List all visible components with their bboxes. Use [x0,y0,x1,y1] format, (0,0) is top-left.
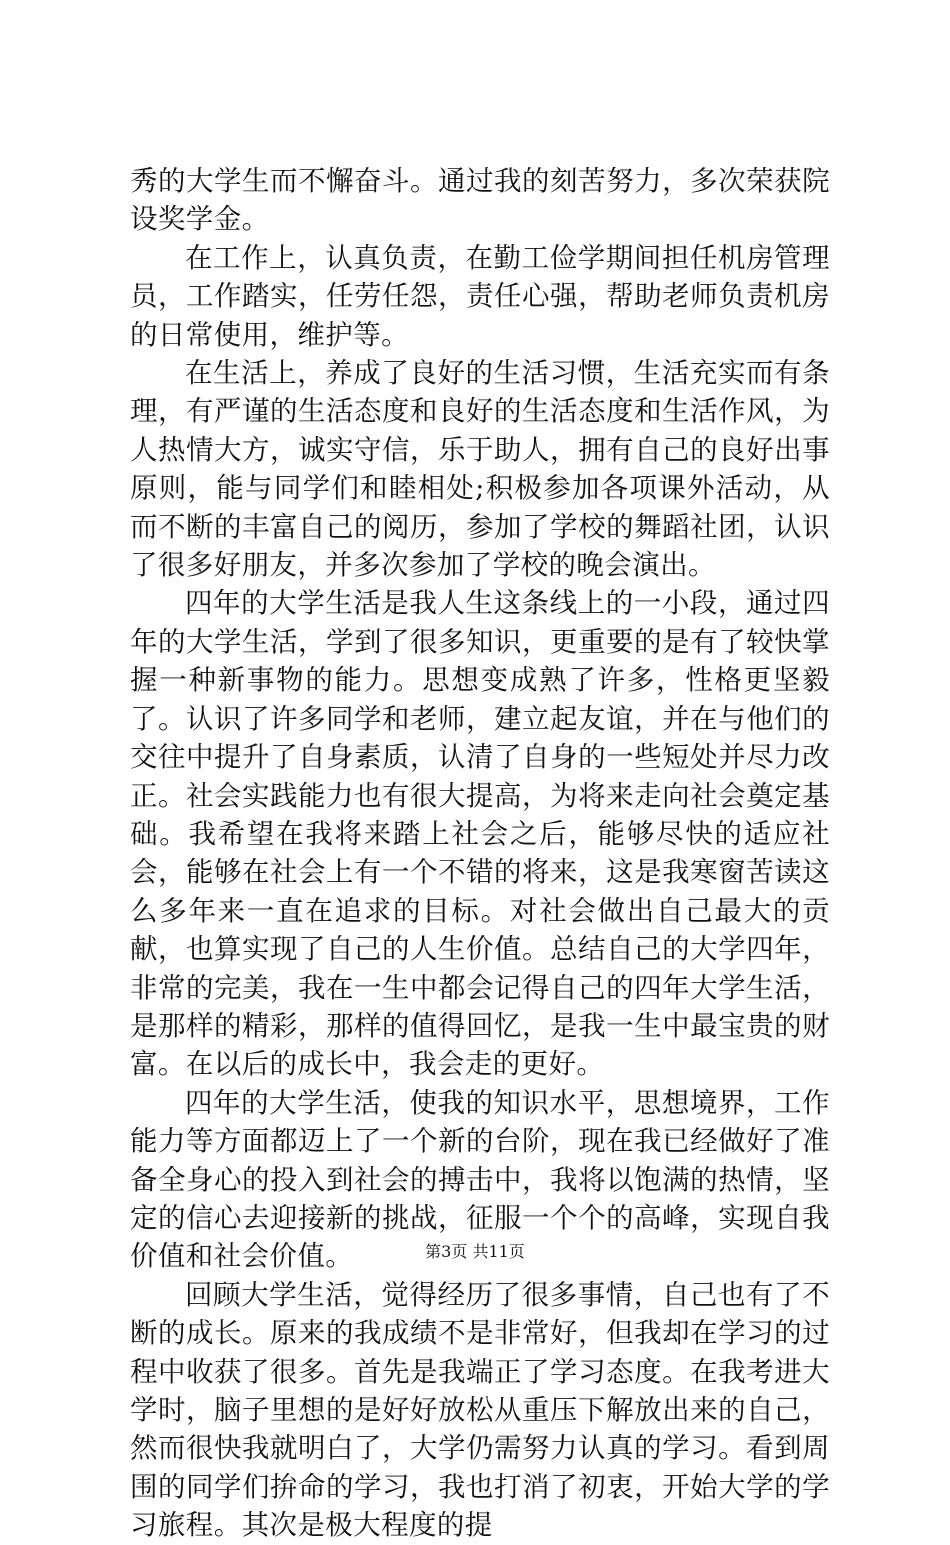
paragraph-1: 秀的大学生而不懈奋斗。通过我的刻苦努力，多次荣获院设奖学金。 [130,165,830,236]
paragraph-2: 在工作上，认真负责，在勤工俭学期间担任机房管理员，工作踏实，任劳任怨，责任心强，帮助老师负责机房的日常使用，维护等。 [130,241,830,351]
paragraph-3: 在生活上，养成了良好的生活习惯，生活充实而有条理，有严谨的生活态度和良好的生活态度和生活作风，为人热情大方，诚实守信，乐于助人，拥有自己的良好出事原则，能与同学们和睦相处;积极参加各项课外活动，从而不断的丰富自己的阅历，参加了学校的舞蹈社团，认识了很多好朋友，并多次参加了学校的晚会演出。 [130,357,830,582]
paragraph-4: 四年的大学生活是我人生这条线上的一小段，通过四年的大学生活，学到了很多知识，更重要的是有了较快掌握一种新事物的能力。思想变成熟了许多，性格更坚毅了。认识了许多同学和老师，建立起友谊，并在与他们的交往中提升了自身素质，认清了自身的一些短处并尽力改正。社会实践能力也有很大提高，为将来走向社会奠定基础。我希望在我将来踏上社会之后，能够尽快的适应社会，能够在社会上有一个不错的将来，这是我寒窗苦读这么多年来一直在追求的目标。对社会做出自己最大的贡献，也算实现了自己的人生价值。总结自己的大学四年，非常的完美，我在一生中都会记得自己的四年大学生活，是那样的精彩，那样的值得回忆，是我一生中最宝贵的财富。在以后的成长中，我会走的更好。 [130,587,830,1081]
paragraph-5: 四年的大学生活，使我的知识水平，思想境界，工作能力等方面都迈上了一个新的台阶，现在我已经做好了准备全身心的投入到社会的搏击中，我将以饱满的热情，坚定的信心去迎接新的挑战，征服一个个的高峰，实现自我价值和社会价值。 [130,1086,830,1273]
paragraph-6: 回顾大学生活，觉得经历了很多事情，自己也有了不断的成长。原来的我成绩不是非常好，但我却在学习的过程中收获了很多。首先是我端正了学习态度。在我考进大学时，脑子里想的是好好放松从重压下解放出来的自己，然而很快我就明白了，大学仍需努力认真的学习。看到周围的同学们拚命的学习，我也打消了初衷，开始大学的学习旅程。其次是极大程度的提 [130,1278,830,1542]
document-body [130,162,830,1545]
page-footer [0,1242,950,1262]
page-number-label: 第3页 共11页 [425,1242,525,1261]
